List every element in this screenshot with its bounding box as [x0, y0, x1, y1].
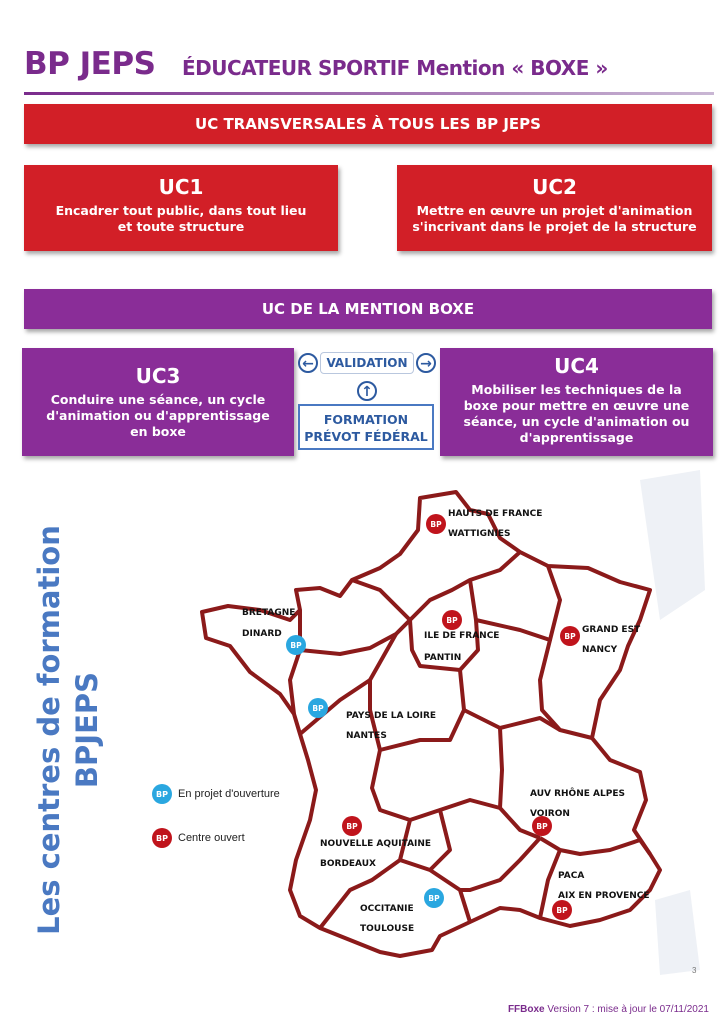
header-divider — [24, 92, 714, 95]
city-label: WATTIGNIES — [448, 529, 511, 539]
uc2-description — [397, 203, 712, 235]
bp-marker-label: BP — [312, 704, 324, 713]
region-label: OCCITANIE — [360, 904, 414, 914]
city-label: VOIRON — [530, 809, 570, 819]
page-number: 3 — [692, 966, 697, 975]
arrow-left-icon: ← — [298, 353, 318, 373]
background-decoration — [655, 890, 700, 975]
uc4-card — [440, 348, 713, 456]
arrow-up-icon: ↑ — [357, 381, 377, 401]
city-label: DINARD — [242, 629, 282, 639]
uc3-line: d'animation ou d'apprentissage — [46, 408, 270, 423]
uc3-line: en boxe — [130, 424, 186, 439]
background-decoration — [640, 470, 705, 620]
uc1-title: UC1 — [158, 175, 204, 199]
legend-planned-label: En projet d'ouverture — [178, 788, 280, 800]
region-label: BRETAGNE — [242, 608, 296, 618]
uc1-description — [24, 203, 338, 235]
uc-transversal-label: UC TRANSVERSALES À TOUS LES BP JEPS — [195, 115, 541, 133]
city-label: NANTES — [346, 731, 387, 741]
region-borders — [202, 492, 660, 956]
uc-mention-bar — [24, 289, 712, 329]
bp-marker-label: BP — [346, 822, 358, 831]
uc-transversal-bar — [24, 104, 712, 144]
border-bretagne-east — [290, 610, 300, 714]
border-grandest-west — [476, 566, 560, 640]
region-label: NOUVELLE AQUITAINE — [320, 839, 432, 849]
border-paca-north — [540, 838, 650, 854]
uc1-line: et toute structure — [117, 219, 245, 234]
city-label: AIX EN PROVENCE — [558, 891, 650, 901]
uc4-line: boxe pour mettre en œuvre une — [463, 398, 690, 413]
uc3-card — [22, 348, 294, 456]
validation-panel — [296, 350, 438, 454]
city-label: BORDEAUX — [320, 859, 376, 869]
bp-planned-icon: BP — [152, 784, 172, 804]
uc2-card — [397, 165, 712, 251]
legend-open — [152, 828, 245, 848]
legend-planned — [152, 784, 280, 804]
validation-label: VALIDATION — [320, 352, 414, 374]
border-normandie — [352, 580, 410, 620]
uc4-description — [440, 382, 713, 446]
uc1-line: Encadrer tout public, dans tout lieu — [55, 203, 307, 218]
bp-marker-label: BP — [290, 641, 302, 650]
bp-marker-label: BP — [430, 520, 442, 529]
page-subtitle: ÉDUCATEUR SPORTIF Mention « BOXE » — [182, 56, 608, 80]
city-label: PANTIN — [424, 653, 462, 663]
formation-line: PRÉVOT FÉDÉRAL — [304, 429, 428, 444]
border-occitanie-north — [430, 810, 450, 870]
bp-marker-label: BP — [428, 894, 440, 903]
bp-open-icon: BP — [152, 828, 172, 848]
arrow-right-icon: → — [416, 353, 436, 373]
border-hdf-south — [410, 552, 520, 620]
uc1-card — [24, 165, 338, 251]
region-label: HAUTS DE FRANCE — [448, 509, 543, 519]
centres-title-line2: BPJEPS — [70, 671, 104, 789]
uc-mention-label: UC DE LA MENTION BOXE — [261, 300, 475, 318]
formation-prevot-box — [298, 404, 434, 450]
formation-line: FORMATION — [323, 412, 409, 427]
bp-marker-label: BP — [446, 616, 458, 625]
uc3-description — [22, 392, 294, 440]
uc2-title: UC2 — [532, 175, 577, 199]
region-label: ILE DE FRANCE — [424, 631, 500, 641]
region-label: PAYS DE LA LOIRE — [346, 711, 437, 721]
footer-version: Version 7 : mise à jour le 07/11/2021 — [547, 1004, 709, 1015]
uc4-line: d'apprentissage — [519, 430, 634, 445]
region-label: GRAND EST — [582, 625, 641, 635]
bp-marker-label: BP — [536, 822, 548, 831]
bp-marker-label: BP — [564, 632, 576, 641]
border-occitanie-east — [460, 838, 540, 890]
region-label: AUV RHÔNE ALPES — [530, 789, 625, 799]
legend-open-label: Centre ouvert — [178, 832, 245, 844]
border-na-north — [372, 750, 500, 820]
uc4-line: séance, un cycle d'animation ou — [463, 414, 690, 429]
france-outline — [202, 492, 660, 956]
page-title: BP JEPS — [24, 46, 156, 82]
uc4-title: UC4 — [554, 354, 599, 378]
centres-title-line1: Les centres de formation — [32, 525, 66, 935]
uc2-line: Mettre en œuvre un projet d'animation — [416, 203, 693, 218]
page-header — [24, 46, 704, 88]
footer — [508, 1004, 709, 1015]
uc3-line: Conduire une séance, un cycle — [50, 392, 266, 407]
uc3-title: UC3 — [135, 364, 181, 388]
footer-brand: FFBoxe — [507, 1004, 545, 1015]
region-label: PACA — [558, 871, 585, 881]
city-label: NANCY — [582, 645, 618, 655]
bp-marker-label: BP — [556, 906, 568, 915]
city-label: TOULOUSE — [360, 924, 415, 934]
uc4-line: Mobiliser les techniques de la — [471, 382, 682, 397]
uc2-line: s'incrivant dans le projet de la structure — [412, 219, 697, 234]
france-regions-map — [0, 470, 723, 990]
